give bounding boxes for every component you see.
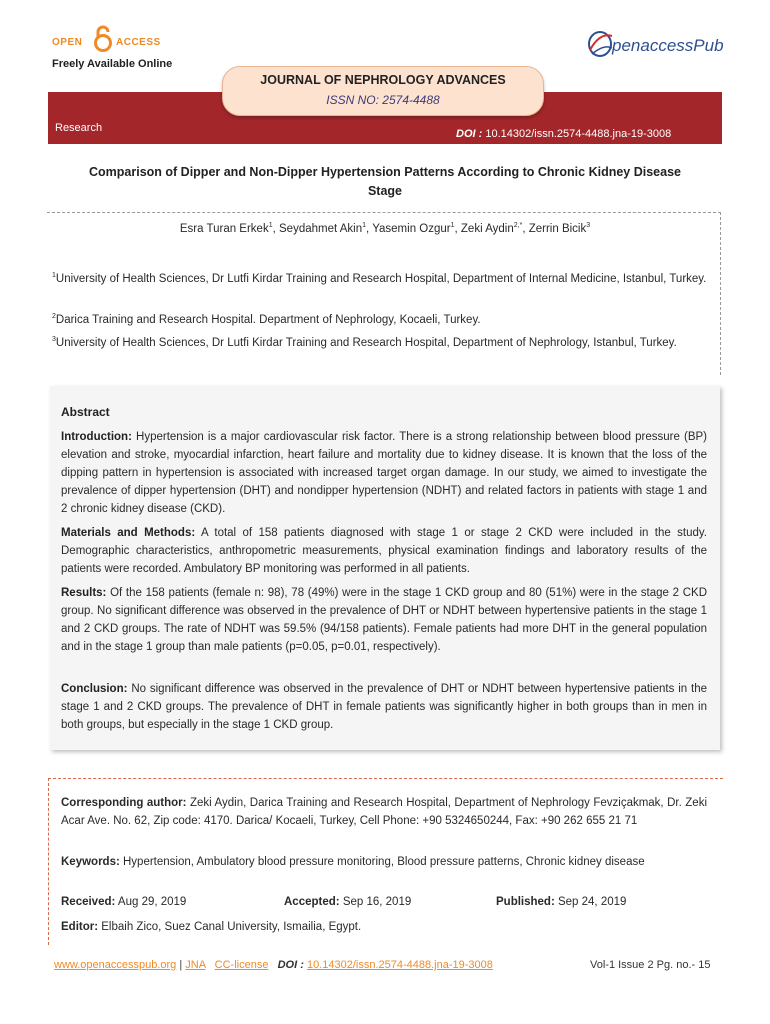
- abstract-conclusion: Conclusion: No significant difference was observed in the prevalence of DHT or NDHT between hypertensive patients in the stage 1 and 2 CKD groups. The prevalence of DHT in female patients was significantly higher in both groups than in men in both groups, but especially in the stage 1 CKD group.: [61, 683, 707, 731]
- affiliation: $^3$University of Health Sciences, Dr Lutfi Kirdar Training and Research Hospital, Department of Nephrology, Istanbul, Turkey.: [52, 336, 677, 349]
- author: Zerrin Bicik$^3$: [528, 222, 591, 235]
- editor: Editor: Elbaih Zico, Suez Canal University, Ismailia, Egypt.: [61, 921, 362, 933]
- keywords: Keywords: Hypertension, Ambulatory blood pressure monitoring, Blood pressure patterns, Chronic kidney disease: [61, 856, 645, 868]
- corresponding-author: Corresponding author: Zeki Aydin, Darica Training and Research Hospital, Department of Nephrology Fevziçakmak, Dr. Zeki Acar Ave. No. 62, Zip code: 4170. Darica/ Kocaeli, Turkey, Cell Phone: +90 5324650244, Fax: +90 262 655 21 71: [61, 797, 707, 827]
- website-link[interactable]: www.openaccesspub.org: [54, 959, 177, 971]
- license-link[interactable]: CC-license: [214, 959, 269, 971]
- affiliation: $^1$University of Health Sciences, Dr Lutfi Kirdar Training and Research Hospital, Department of Internal Medicine, Istanbul, Turkey.: [52, 272, 707, 285]
- publisher-name: penaccessPub: [612, 36, 724, 55]
- header-doi-label: DOI :: [456, 128, 483, 140]
- open-access-logo-right: ACCESS: [116, 37, 161, 48]
- page-info: Vol-1 Issue 2 Pg. no.- 15: [590, 959, 711, 971]
- open-access-logo: [52, 22, 172, 56]
- header-doi-value: 10.14302/issn.2574-4488.jna-19-3008: [485, 128, 672, 140]
- journal-issn: ISSN NO: 2574-4488: [326, 93, 440, 107]
- openaccesspub-logo: [586, 26, 726, 60]
- author-list: [50, 222, 720, 235]
- journal-link[interactable]: JNA: [185, 959, 206, 971]
- freely-available-label: Freely Available Online: [52, 58, 173, 70]
- footer-doi-label: DOI :: [277, 959, 304, 971]
- globe-icon: [586, 28, 614, 58]
- open-access-logo-left: OPEN: [52, 37, 83, 48]
- author: Yasemin Ozgur$^1$,: [372, 222, 461, 235]
- footer-doi-link[interactable]: 10.14302/issn.2574-4488.jna-19-3008: [306, 959, 493, 971]
- padlock-icon: [92, 24, 114, 52]
- abstract-heading: Abstract: [61, 405, 110, 419]
- author: Zeki Aydin$^{2,*}$,: [460, 222, 529, 235]
- author: Esra Turan Erkek$^1$,: [179, 222, 279, 235]
- journal-title-box: [222, 66, 544, 116]
- received-date: Received: Aug 29, 2019: [61, 896, 187, 908]
- abstract-introduction: Introduction: Hypertension is a major cardiovascular risk factor. There is a strong relationship between blood pressure (BP) elevation and stroke, myocardial infarction, heart failure and mortality due to kidney disease. It is known that the loss of the dipping pattern in hypertension is associated with increased target organ damage. In our study, we aimed to investigate the prevalence of dipper hypertension (DHT) and nondipper hypertension (NDHT) and related factors in patients with stage 1 and 2 chronic kidney disease (CKD).: [61, 431, 707, 515]
- accepted-date: Accepted: Sep 16, 2019: [284, 896, 412, 908]
- affiliation: $^2$Darica Training and Research Hospital. Department of Nephrology, Kocaeli, Turkey.: [52, 313, 481, 326]
- paper-title-line2: Stage: [367, 184, 403, 198]
- abstract-methods: Materials and Methods: A total of 158 patients diagnosed with stage 1 or stage 2 CKD were included in the study. Demographic characteristics, anthropometric measurements, physical examination findings and laboratory results of the patients were recorded. Ambulatory BP monitoring was performed in all patients.: [61, 527, 707, 575]
- abstract-results: Results: Of the 158 patients (female n: 98), 78 (49%) were in the stage 1 CKD group and 80 (51%) were in the stage 2 CKD group. No significant difference was observed in the prevalence of DHT or NDHT between hypertensive patients in the stage 1 and 2 CKD groups. The rate of NDHT was 59.5% (94/158 patients). Female patients had more DHT in the general population and in the stage 1 group than male patients (p=0.05, p=0.01, respectively).: [61, 587, 707, 653]
- author: Seydahmet Akin$^1$,: [279, 222, 373, 235]
- paper-title-line1: Comparison of Dipper and Non-Dipper Hypertension Patterns According to Chronic Kidney Disease: [89, 165, 681, 179]
- published-date: Published: Sep 24, 2019: [496, 896, 627, 908]
- journal-title: JOURNAL OF NEPHROLOGY ADVANCES: [260, 73, 506, 87]
- paper-title: [60, 163, 710, 201]
- article-type: Research: [55, 122, 103, 134]
- footer-separator: |: [179, 959, 183, 971]
- header-doi: [456, 128, 671, 140]
- footer-links: [54, 959, 493, 971]
